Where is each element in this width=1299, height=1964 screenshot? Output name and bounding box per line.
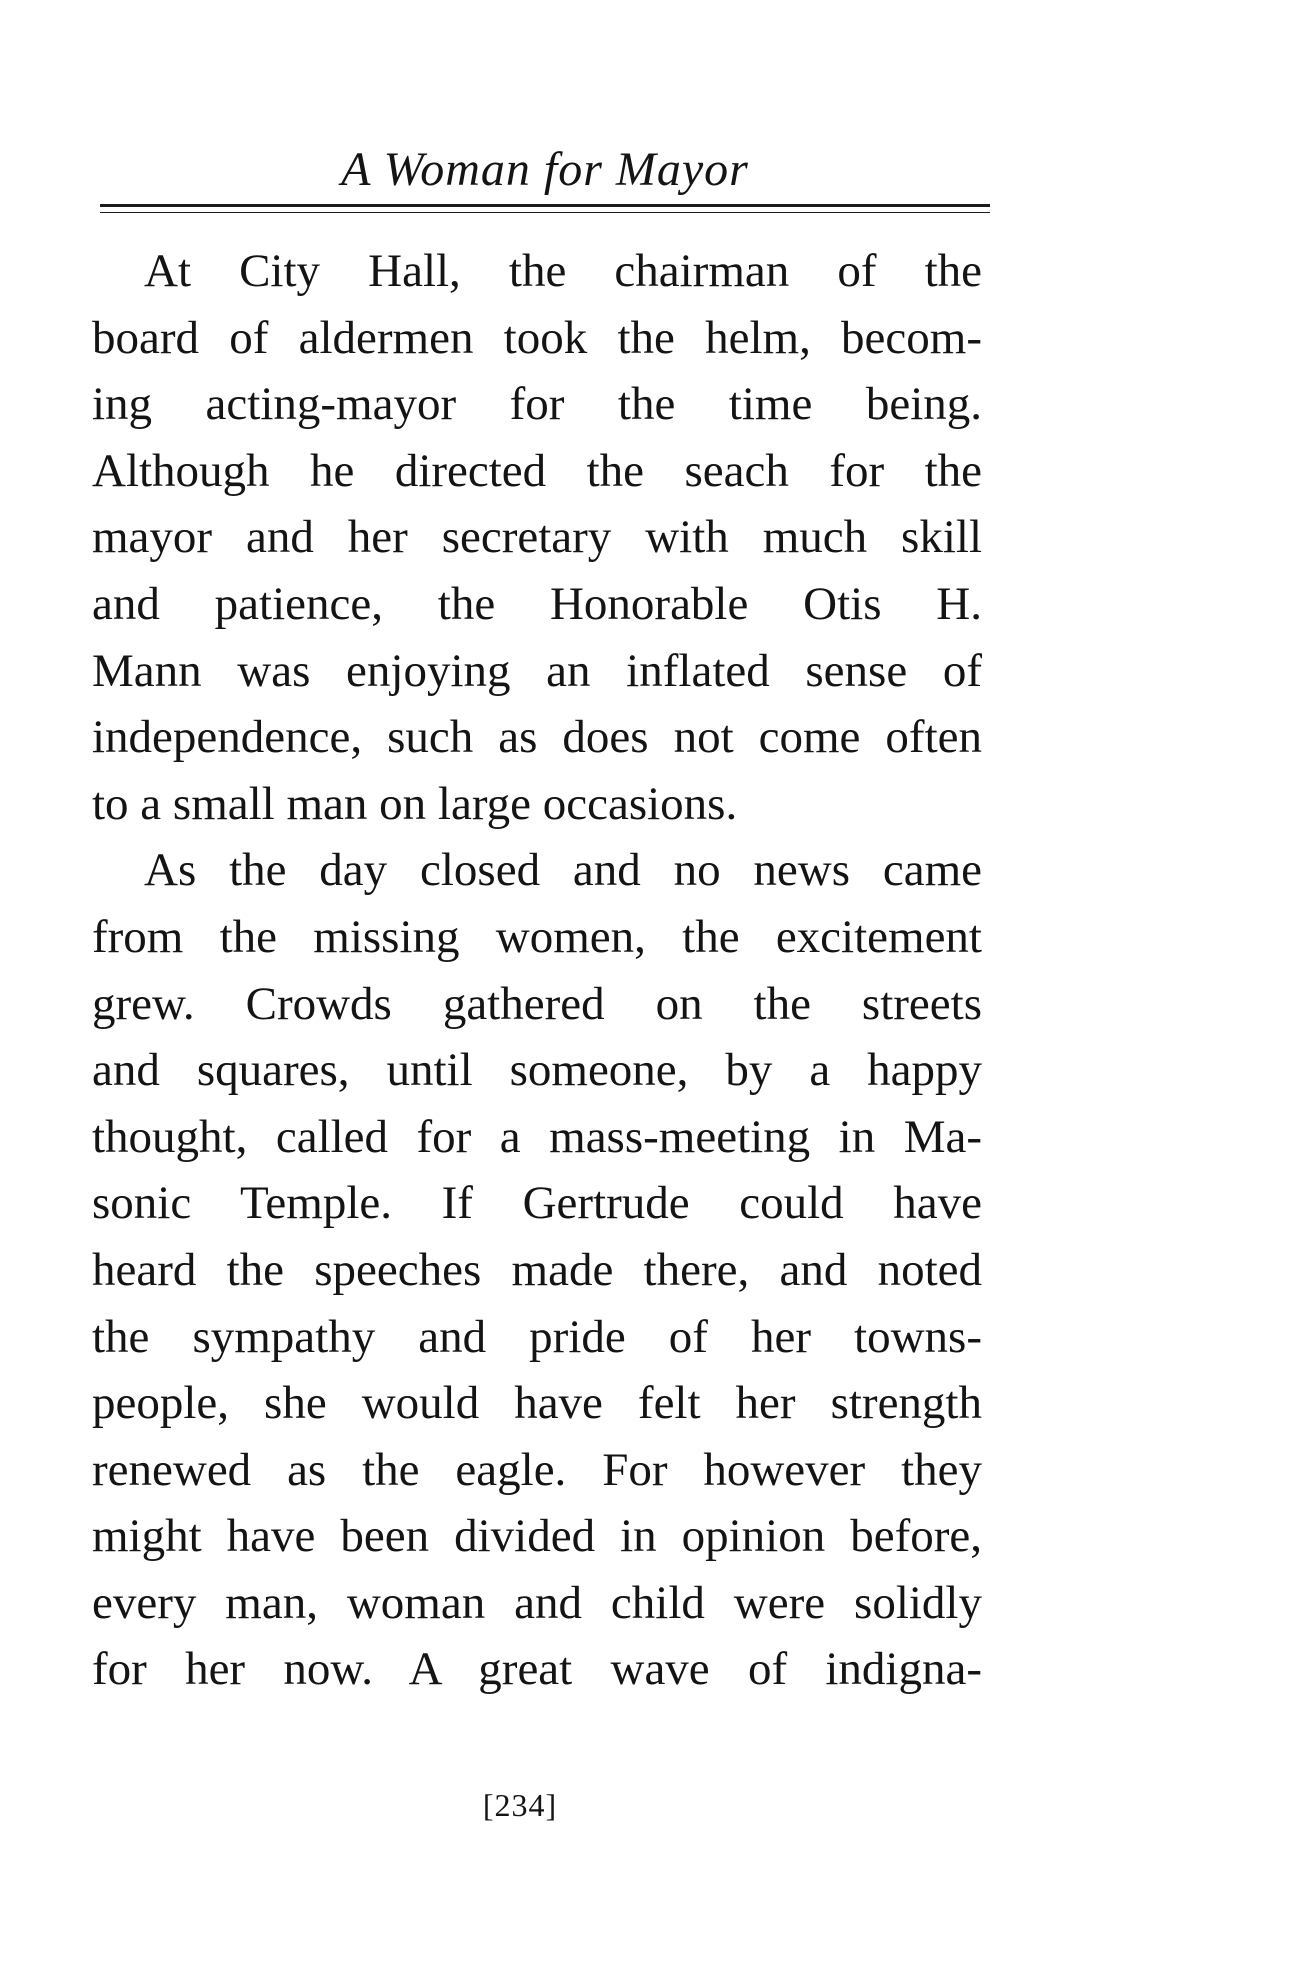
text-line: thought, called for a mass-meeting in Ma- [92,1110,982,1163]
header-rule-thin [100,212,990,213]
text-line: and squares, until someone, by a happy [92,1044,982,1097]
text-line: Mann was enjoying an inflated sense of [92,644,982,697]
running-head: A Woman for Mayor [341,143,749,196]
body-text [92,238,982,1703]
text-line: sonic Temple. If Gertrude could have [92,1177,982,1230]
text-line: mayor and her secretary with much skill [92,511,982,564]
text-line: to a small man on large occasions. [92,777,738,830]
text-line: Although he directed the seach for the [92,444,982,497]
text-line: people, she would have felt her strength [92,1377,982,1430]
text-line: might have been divided in opinion before, [92,1510,982,1563]
text-line: for her now. A great wave of indigna- [92,1643,982,1696]
text-line: every man, woman and child were solidly [92,1576,982,1629]
text-line: grew. Crowds gathered on the streets [92,977,982,1030]
text-line: board of aldermen took the helm, becom- [92,311,982,364]
text-line: As the day closed and no news came [144,844,982,897]
text-line: ing acting-mayor for the time being. [92,378,982,431]
text-line: At City Hall, the chairman of the [144,245,982,297]
text-line: the sympathy and pride of her towns- [92,1310,982,1363]
text-line: heard the speeches made there, and noted [92,1243,982,1296]
header-rule-thick [100,204,990,207]
text-line: from the missing women, the excitement [92,910,982,963]
text-line: independence, such as does not come often [92,711,982,764]
text-line: and patience, the Honorable Otis H. [92,577,982,630]
text-line: renewed as the eagle. For however they [92,1443,982,1496]
page-number: [234] [482,1787,558,1823]
